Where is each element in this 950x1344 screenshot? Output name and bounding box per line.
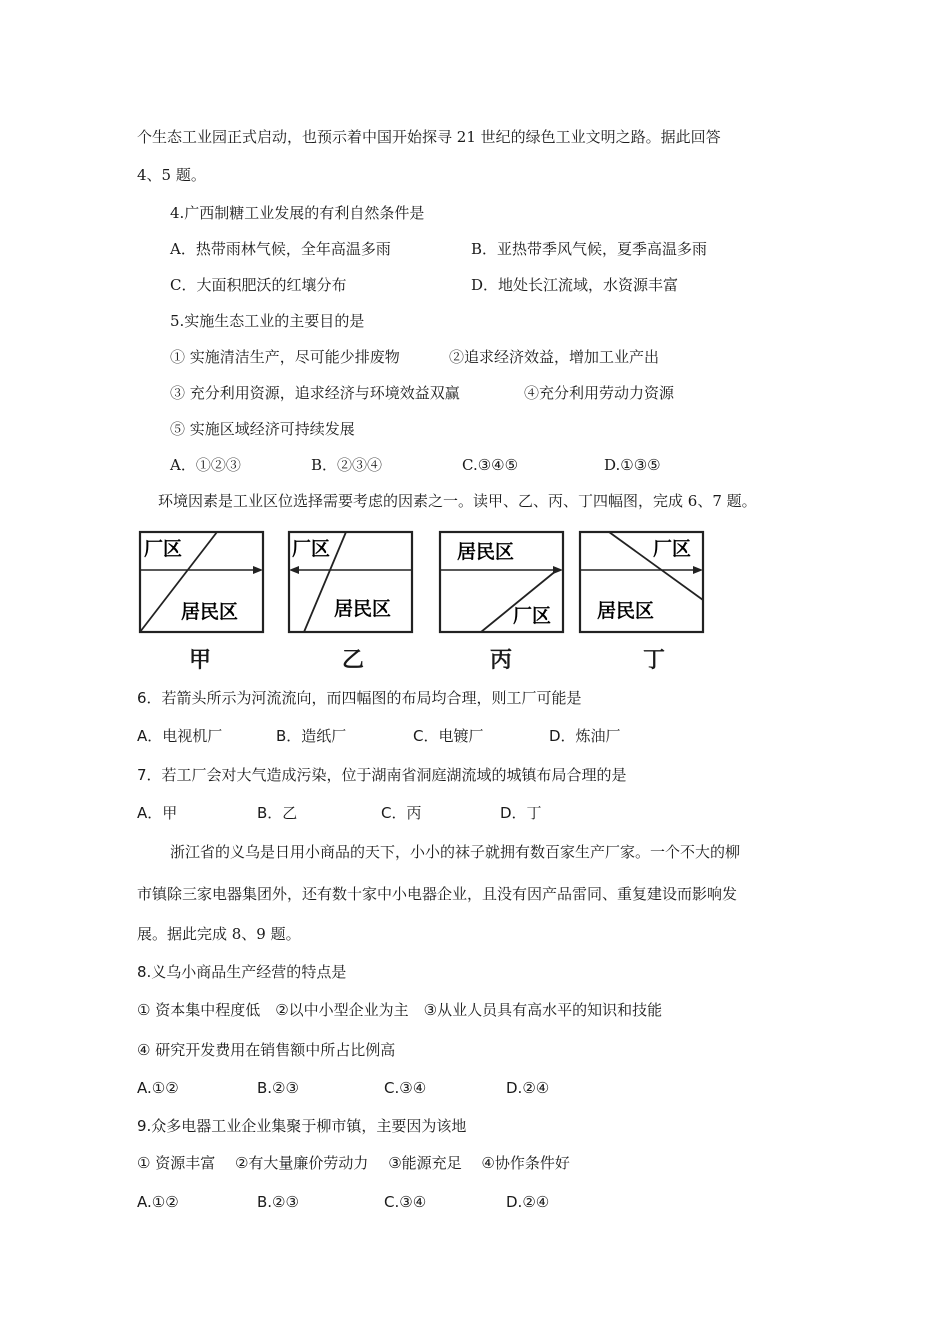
- diagram-ding-factory: 厂区: [653, 538, 692, 560]
- q8-option-d: D.②④: [506, 1079, 550, 1097]
- diagram-jia-residential: 居民区: [181, 601, 239, 623]
- q4-stem: 4.广西制糖工业发展的有利自然条件是: [170, 204, 425, 222]
- diagram-yi: [286, 530, 416, 636]
- q9-option-c: C.③④: [384, 1193, 427, 1211]
- q9-option-b: B.②③: [257, 1193, 299, 1211]
- q8-stem: 8.义乌小商品生产经营的特点是: [137, 963, 347, 981]
- q4-option-a: A．热带雨林气候，全年高温多雨: [170, 240, 391, 258]
- q5-item-1: ① 实施清洁生产，尽可能少排废物: [170, 348, 400, 366]
- diagram-ding-residential: 居民区: [597, 600, 655, 622]
- diagram-jia: [137, 530, 267, 636]
- q7-stem: 7．若工厂会对大气造成污染，位于湖南省洞庭湖流域的城镇布局合理的是: [137, 766, 627, 784]
- q7-option-c: C．丙: [381, 804, 422, 822]
- yiwu-line-1: 浙江省的义乌是日用小商品的天下，小小的袜子就拥有数百家生产厂家。一个不大的柳: [170, 843, 741, 861]
- q5-item-2: ②追求经济效益，增加工业产出: [449, 348, 660, 366]
- q6-option-c: C．电镀厂: [413, 727, 484, 745]
- q9-option-d: D.②④: [506, 1193, 550, 1211]
- diagram-ding: [577, 530, 707, 636]
- diagram-yi-caption: 乙: [342, 648, 365, 673]
- q7-option-a: A．甲: [137, 804, 178, 822]
- q9-option-a: A.①②: [137, 1193, 179, 1211]
- q5-item-3: ③ 充分利用资源，追求经济与环境效益双赢: [170, 384, 460, 402]
- yiwu-line-3: 展。据此完成 8、9 题。: [137, 925, 301, 943]
- q4-option-b: B．亚热带季风气候，夏季高温多雨: [471, 240, 708, 258]
- q8-option-c: C.③④: [384, 1079, 427, 1097]
- q5-option-a: A．①②③: [170, 456, 241, 474]
- q6-option-b: B．造纸厂: [276, 727, 347, 745]
- diagram-bing-residential: 居民区: [457, 541, 515, 563]
- q8-items-line-1: ① 资本集中程度低 ②以中小型企业为主 ③从业人员具有高水平的知识和技能: [137, 1001, 663, 1019]
- q5-option-d: D.①③⑤: [604, 456, 661, 474]
- q5-option-c: C.③④⑤: [462, 456, 519, 474]
- q6-stem: 6．若箭头所示为河流流向，而四幅图的布局均合理，则工厂可能是: [137, 689, 582, 707]
- q8-items-line-2: ④ 研究开发费用在销售额中所占比例高: [137, 1041, 396, 1059]
- env-intro: 环境因素是工业区位选择需要考虑的因素之一。读甲、乙、丙、丁四幅图，完成 6、7 题。: [158, 492, 757, 510]
- q5-item-5: ⑤ 实施区域经济可持续发展: [170, 420, 355, 438]
- diagram-bing-factory: 厂区: [513, 605, 552, 627]
- q5-option-b: B．②③④: [311, 456, 383, 474]
- diagram-bing: [437, 530, 567, 636]
- diagram-yi-factory: 厂区: [292, 538, 331, 560]
- q7-option-d: D．丁: [500, 804, 542, 822]
- q5-stem: 5.实施生态工业的主要目的是: [170, 312, 365, 330]
- diagram-jia-caption: 甲: [189, 648, 212, 673]
- diagram-yi-residential: 居民区: [334, 598, 392, 620]
- diagram-bing-caption: 丙: [490, 648, 513, 673]
- q5-item-4: ④充分利用劳动力资源: [524, 384, 675, 402]
- q8-option-a: A.①②: [137, 1079, 179, 1097]
- q6-option-d: D．炼油厂: [549, 727, 621, 745]
- intro-line-2: 4、5 题。: [137, 166, 206, 184]
- yiwu-line-2: 市镇除三家电器集团外，还有数十家中小电器企业，且没有因产品雷同、重复建设而影响发: [137, 885, 738, 903]
- q9-stem: 9.众多电器工业企业集聚于柳市镇，主要因为该地: [137, 1117, 467, 1135]
- q6-option-a: A．电视机厂: [137, 727, 223, 745]
- q4-option-c: C．大面积肥沃的红壤分布: [170, 276, 347, 294]
- q7-option-b: B．乙: [257, 804, 298, 822]
- q8-option-b: B.②③: [257, 1079, 299, 1097]
- diagram-ding-caption: 丁: [643, 648, 666, 673]
- intro-line-1: 个生态工业园正式启动，也预示着中国开始探寻 21 世纪的绿色工业文明之路。据此回答: [137, 128, 721, 146]
- diagram-jia-factory: 厂区: [144, 538, 183, 560]
- q4-option-d: D．地处长江流域，水资源丰富: [471, 276, 679, 294]
- q9-items-line: ① 资源丰富 ②有大量廉价劳动力 ③能源充足 ④协作条件好: [137, 1154, 570, 1172]
